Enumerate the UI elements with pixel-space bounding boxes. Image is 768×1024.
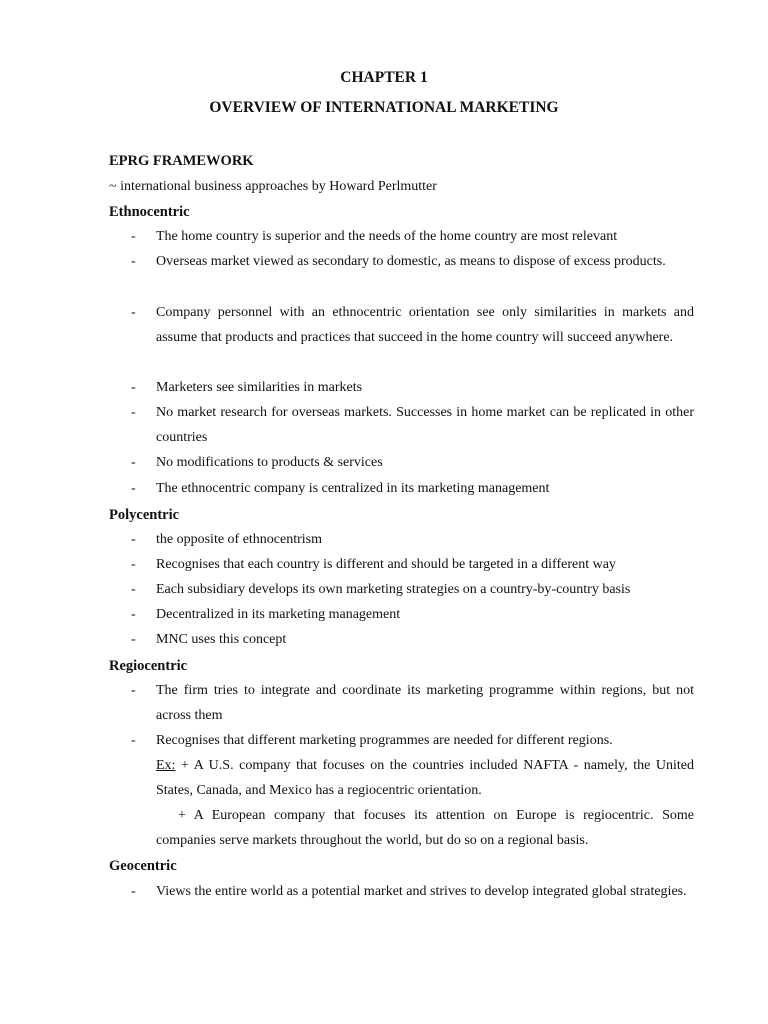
list-item-text: No market research for overseas markets. Successes in home market can be replicated in other countries: [156, 405, 694, 446]
list-item-text: Recognises that different marketing programmes are needed for different regions.: [156, 733, 613, 748]
example-paragraph-1: [156, 753, 694, 803]
list-item-text: The home country is superior and the needs of the home country are most relevant: [156, 229, 618, 244]
bullet-dash: -: [131, 405, 136, 420]
list-item-text: the opposite of ethnocentrism: [156, 532, 323, 547]
bullet-dash: -: [131, 481, 136, 496]
bullet-dash: -: [131, 683, 136, 698]
bullet-dash: -: [131, 455, 136, 470]
list-item-text: The ethnocentric company is centralized in its marketing management: [156, 481, 550, 496]
bullet-dash: -: [131, 632, 136, 647]
bullet-dash: -: [131, 254, 136, 269]
framework-heading: EPRG FRAMEWORK: [109, 153, 254, 169]
list-item-text: Company personnel with an ethnocentric orientation see only similarities in markets and assume that products and practices that succeed in the home country will succeed anywhere.: [156, 305, 694, 346]
example-label: Ex:: [156, 758, 176, 773]
section-heading-ethnocentric: Ethnocentric: [109, 204, 190, 220]
list-item-text: No modifications to products & services: [156, 455, 383, 470]
list-item-text: MNC uses this concept: [156, 632, 287, 647]
bullet-dash: -: [131, 305, 136, 320]
bullet-dash: -: [131, 884, 136, 899]
list-item-text: Views the entire world as a potential market and strives to develop integrated global strategies.: [156, 884, 687, 899]
example-paragraph-2: + A European company that focuses its attention on Europe is regiocentric. Some companies serve markets throughout the world, but do so on a regional basis.: [156, 808, 694, 849]
section-heading-polycentric: Polycentric: [109, 507, 180, 523]
bullet-dash: -: [131, 532, 136, 547]
bullet-dash: -: [131, 557, 136, 572]
chapter-title: OVERVIEW OF INTERNATIONAL MARKETING: [209, 99, 559, 116]
example-text-1: + A U.S. company that focuses on the countries included NAFTA - namely, the United States, Canada, and Mexico has a regiocentric orientation.: [156, 758, 694, 799]
section-heading-geocentric: Geocentric: [109, 858, 177, 874]
bullet-dash: -: [131, 229, 136, 244]
list-item-text: Each subsidiary develops its own marketing strategies on a country-by-country basis: [156, 582, 631, 597]
bullet-dash: -: [131, 607, 136, 622]
list-item-text: The firm tries to integrate and coordinate its marketing programme within regions, but not across them: [156, 683, 694, 724]
list-item-text: Recognises that each country is different and should be targeted in a different way: [156, 557, 616, 572]
chapter-number: CHAPTER 1: [340, 69, 428, 86]
section-heading-regiocentric: Regiocentric: [109, 658, 188, 674]
list-item-text: Decentralized in its marketing management: [156, 607, 401, 622]
bullet-dash: -: [131, 733, 136, 748]
list-item-text: Marketers see similarities in markets: [156, 380, 363, 395]
bullet-dash: -: [131, 582, 136, 597]
framework-subtitle: ~ international business approaches by Howard Perlmutter: [109, 179, 437, 194]
list-item-text: Overseas market viewed as secondary to domestic, as means to dispose of excess products.: [156, 254, 666, 269]
bullet-dash: -: [131, 380, 136, 395]
